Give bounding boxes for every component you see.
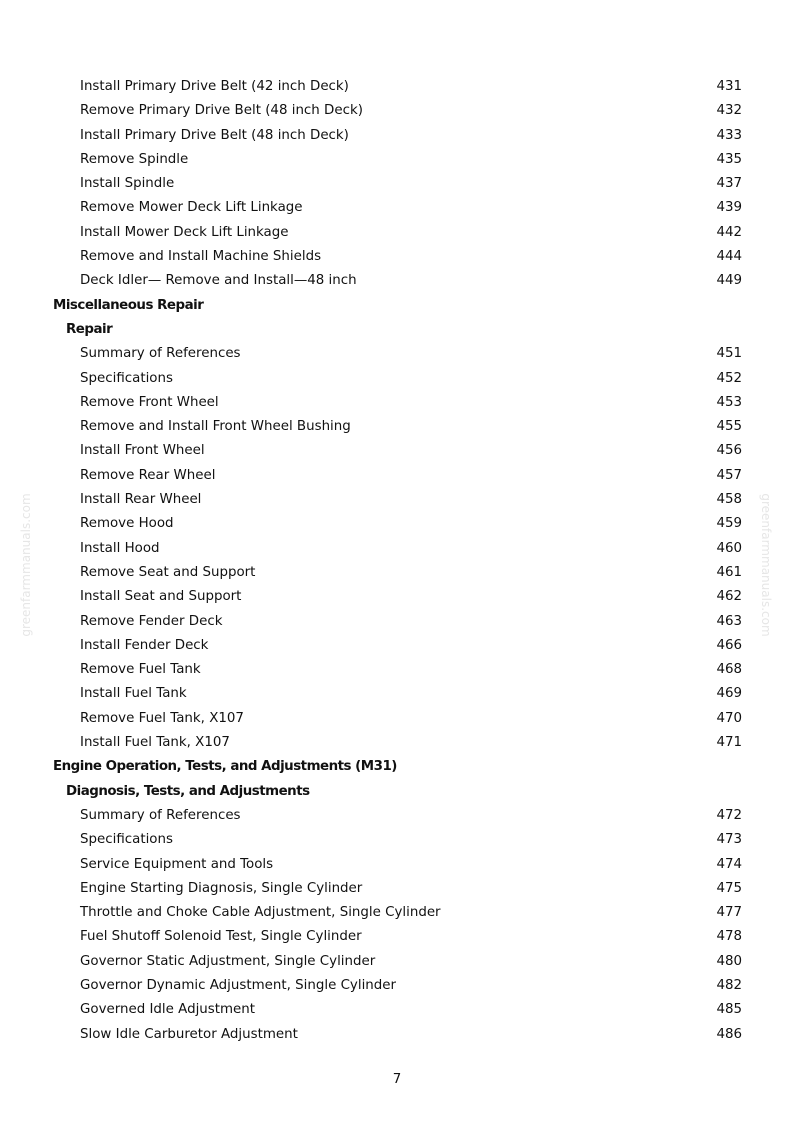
toc-entry[interactable] [0, 245, 794, 269]
toc-entry-page-number: 444 [716, 249, 742, 265]
toc-entry-page-number: 480 [716, 953, 742, 969]
toc-entry-page-number: 457 [716, 467, 742, 483]
toc-entry-title: Governor Static Adjustment, Single Cylinder [80, 953, 376, 969]
toc-entry-title: Remove Primary Drive Belt (48 inch Deck) [80, 103, 363, 119]
toc-entry-title: Governor Dynamic Adjustment, Single Cylinder [80, 977, 397, 993]
toc-entry[interactable] [0, 682, 794, 706]
toc-entry-page-number: 455 [716, 419, 742, 435]
toc-entry[interactable] [0, 196, 794, 220]
toc-entry-page-number: 453 [716, 394, 742, 410]
toc-entry-title: Install Spindle [80, 176, 175, 192]
toc-entry[interactable] [0, 998, 794, 1022]
toc-entry-title: Specifications [80, 370, 173, 386]
toc-entry-page-number: 478 [716, 929, 742, 945]
toc-entry-title: Install Rear Wheel [80, 492, 202, 508]
toc-entry-page-number: 442 [716, 224, 742, 240]
toc-entry[interactable] [0, 391, 794, 415]
toc-entry-title: Summary of References [80, 346, 241, 362]
toc-entry-page-number: 432 [716, 103, 742, 119]
toc-entry[interactable] [0, 804, 794, 828]
toc-entry-title: Specifications [80, 832, 173, 848]
toc-entry-page-number: 461 [716, 564, 742, 580]
toc-entry-page-number: 460 [716, 540, 742, 556]
toc-entry[interactable] [0, 828, 794, 852]
toc-entry-title: Deck Idler— Remove and Install—48 inch [80, 273, 357, 289]
toc-entry-title: Service Equipment and Tools [80, 856, 274, 872]
toc-entry-title: Install Mower Deck Lift Linkage [80, 224, 289, 240]
toc-entry-title: Install Seat and Support [80, 589, 242, 605]
toc-entry-title: Install Fender Deck [80, 637, 209, 653]
toc-entry-title: Remove Seat and Support [80, 564, 256, 580]
toc-entry-title: Install Hood [80, 540, 160, 556]
toc-entry-page-number: 437 [716, 176, 742, 192]
toc-entry[interactable] [0, 585, 794, 609]
toc-entry-title: Slow Idle Carburetor Adjustment [80, 1026, 298, 1042]
toc-entry-page-number: 475 [716, 880, 742, 896]
toc-entry-page-number: 462 [716, 589, 742, 605]
toc-entry[interactable] [0, 950, 794, 974]
toc-entry-title: Remove Mower Deck Lift Linkage [80, 200, 303, 216]
toc-entry-title: Install Primary Drive Belt (48 inch Deck) [80, 127, 349, 143]
toc-entry-title: Install Fuel Tank, X107 [80, 735, 230, 751]
toc-entry-page-number: 472 [716, 807, 742, 823]
toc-entry-page-number: 471 [716, 735, 742, 751]
toc-entry-page-number: 449 [716, 273, 742, 289]
toc-entry[interactable] [0, 561, 794, 585]
toc-entry-title: Remove and Install Machine Shields [80, 249, 322, 265]
toc-section-heading [0, 755, 794, 779]
toc-entry-page-number: 433 [716, 127, 742, 143]
toc-entry[interactable] [0, 367, 794, 391]
toc-entry-page-number: 473 [716, 832, 742, 848]
toc-entry[interactable] [0, 148, 794, 172]
toc-entry[interactable] [0, 99, 794, 123]
toc-entry-page-number: 458 [716, 492, 742, 508]
toc-entry-page-number: 486 [716, 1026, 742, 1042]
toc-entry-title: Governed Idle Adjustment [80, 1002, 256, 1018]
toc-entry-page-number: 468 [716, 662, 742, 678]
toc-entry-page-number: 485 [716, 1002, 742, 1018]
toc-entry-title: Remove Fuel Tank [80, 662, 201, 678]
toc-entry[interactable] [0, 512, 794, 536]
toc-entry-title: Diagnosis, Tests, and Adjustments [66, 783, 310, 799]
watermark-right: greenfarmmanuals.com [759, 493, 773, 637]
toc-entry[interactable] [0, 731, 794, 755]
toc-entry-title: Remove Fender Deck [80, 613, 223, 629]
toc-entry[interactable] [0, 172, 794, 196]
toc-entry-page-number: 470 [716, 710, 742, 726]
toc-entry-page-number: 463 [716, 613, 742, 629]
toc-section-heading [0, 294, 794, 318]
toc-entry[interactable] [0, 877, 794, 901]
toc-entry[interactable] [0, 658, 794, 682]
toc-entry-title: Engine Starting Diagnosis, Single Cylinder [80, 880, 363, 896]
toc-entry[interactable] [0, 124, 794, 148]
toc-entry-title: Install Front Wheel [80, 443, 205, 459]
toc-entry[interactable] [0, 634, 794, 658]
toc-entry-page-number: 459 [716, 516, 742, 532]
toc-entry-page-number: 477 [716, 905, 742, 921]
toc-subsection-heading [0, 780, 794, 804]
toc-entry[interactable] [0, 853, 794, 877]
toc-entry[interactable] [0, 221, 794, 245]
toc-entry[interactable] [0, 901, 794, 925]
toc-entry-page-number: 439 [716, 200, 742, 216]
page-number: 7 [392, 1072, 402, 1087]
table-of-contents [0, 75, 794, 1047]
watermark-left: greenfarmmanuals.com [19, 493, 33, 637]
toc-entry-title: Fuel Shutoff Solenoid Test, Single Cylinder [80, 929, 362, 945]
toc-entry[interactable] [0, 439, 794, 463]
toc-entry-page-number: 469 [716, 686, 742, 702]
toc-entry-title: Repair [66, 321, 113, 337]
toc-entry-page-number: 451 [716, 346, 742, 362]
toc-entry[interactable] [0, 537, 794, 561]
toc-entry-page-number: 452 [716, 370, 742, 386]
toc-entry[interactable] [0, 464, 794, 488]
toc-entry-title: Remove Rear Wheel [80, 467, 216, 483]
toc-entry[interactable] [0, 415, 794, 439]
toc-entry[interactable] [0, 707, 794, 731]
toc-entry[interactable] [0, 342, 794, 366]
toc-entry[interactable] [0, 75, 794, 99]
toc-entry-title: Remove Spindle [80, 151, 189, 167]
toc-entry[interactable] [0, 925, 794, 949]
toc-entry-page-number: 431 [716, 79, 742, 94]
toc-entry-title: Remove Fuel Tank, X107 [80, 710, 244, 726]
toc-entry-title: Summary of References [80, 807, 241, 823]
toc-entry-title: Install Fuel Tank [80, 686, 187, 702]
toc-entry-title: Remove Hood [80, 516, 174, 532]
toc-entry-page-number: 456 [716, 443, 742, 459]
toc-entry-title: Throttle and Choke Cable Adjustment, Single Cylinder [80, 905, 441, 921]
toc-entry-page-number: 466 [716, 637, 742, 653]
toc-subsection-heading [0, 318, 794, 342]
toc-entry-title: Engine Operation, Tests, and Adjustments (M31) [53, 759, 397, 775]
toc-entry-title: Miscellaneous Repair [53, 297, 204, 313]
toc-entry-page-number: 435 [716, 151, 742, 167]
toc-entry-title: Remove Front Wheel [80, 394, 219, 410]
toc-entry-page-number: 474 [716, 856, 742, 872]
toc-entry-title: Install Primary Drive Belt (42 inch Deck) [80, 79, 349, 94]
toc-entry[interactable] [0, 269, 794, 293]
toc-entry[interactable] [0, 610, 794, 634]
toc-entry[interactable] [0, 488, 794, 512]
toc-entry[interactable] [0, 974, 794, 998]
toc-entry-page-number: 482 [716, 977, 742, 993]
toc-entry-title: Remove and Install Front Wheel Bushing [80, 419, 351, 435]
toc-entry[interactable] [0, 1023, 794, 1047]
